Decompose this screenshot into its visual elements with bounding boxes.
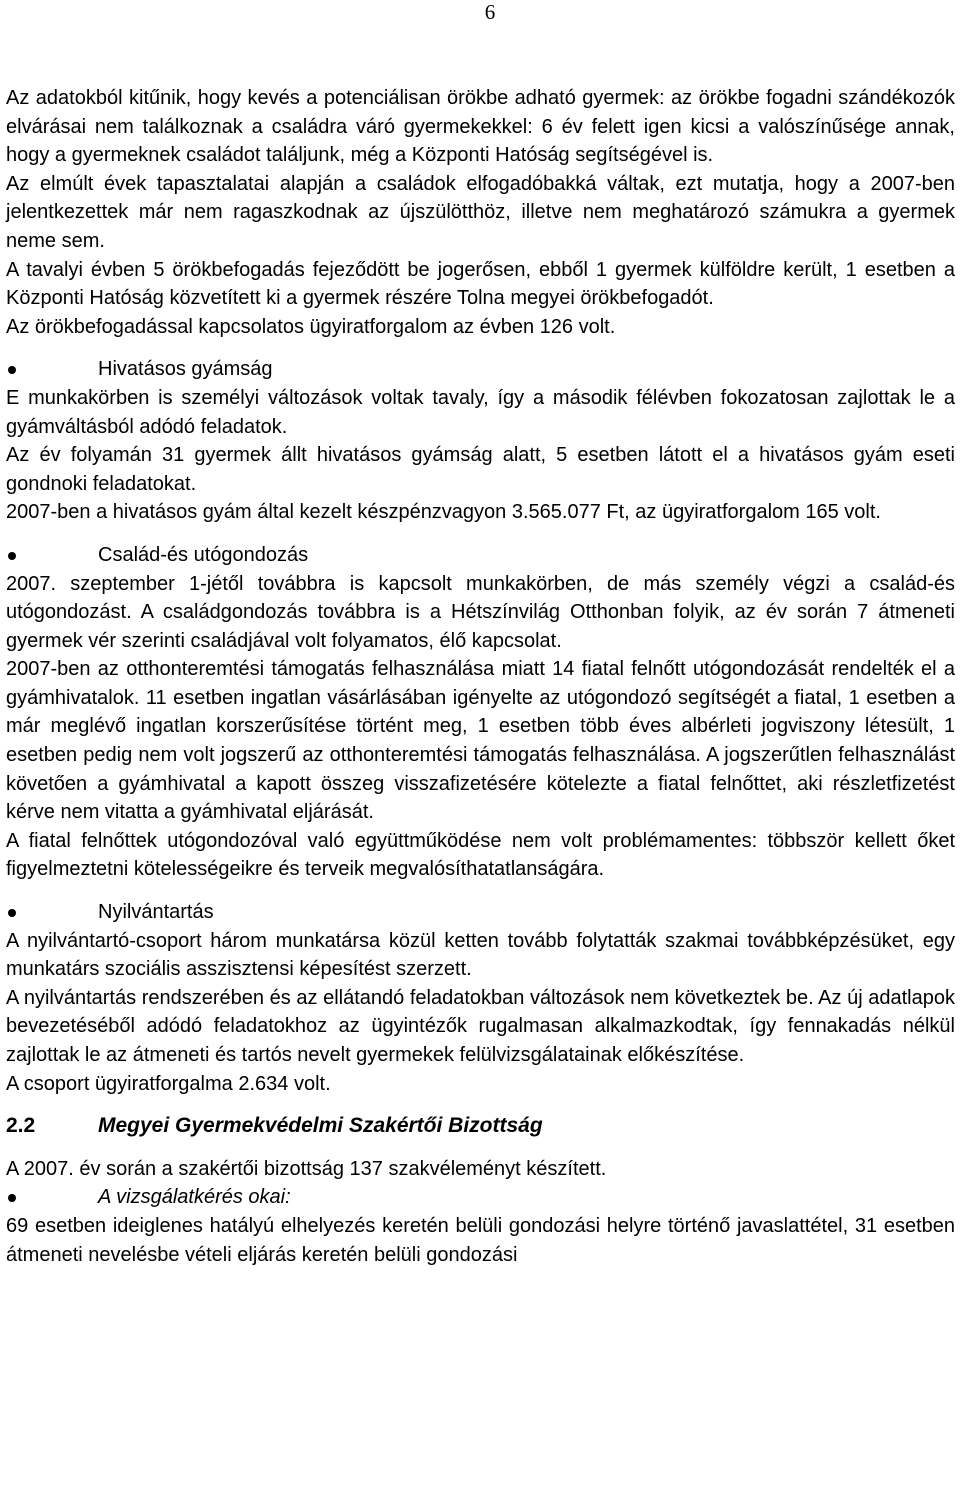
section-title: Nyilvántartás [98, 901, 214, 924]
chapter-heading [6, 1112, 955, 1141]
paragraph: A 2007. év során a szakértői bizottság 137 szakvéleményt készített. [6, 1157, 607, 1180]
paragraph: Az elmúlt évek tapasztalatai alapján a családok elfogadóbakká váltak, ezt mutatja, hogy a 2007-ben jelentkezettek már nem ragaszkodnak az újszülötthöz, illetve nem meghatározó számukra a gyermek neme sem. [6, 172, 955, 252]
section-heading-nyilvantartas [6, 898, 955, 927]
sub-bullet-text: A vizsgálatkérés okai: [98, 1186, 291, 1209]
bullet-icon [8, 552, 16, 560]
paragraph: A tavalyi évben 5 örökbefogadás fejeződött be jogerősen, ebből 1 gyermek külföldre került, 1 esetben a Központi Hatóság közvetített ki a gyermek részére Tolna megyei örökbefogadót. [6, 258, 955, 310]
paragraph: A nyilvántartó-csoport három munkatársa közül ketten tovább folytatták szakmai továbbképzésüket, egy munkatárs szociális asszisztensi képesítést szerzett. [6, 929, 955, 981]
document-body [6, 84, 955, 1269]
paragraph: 2007. szeptember 1-jétől továbbra is kapcsolt munkakörben, de más személy végzi a család-és utógondozást. A családgondozás továbbra is a Hétszínvilág Otthonban folyik, az év során 7 átmeneti gyermek vér szerinti családjával volt folyamatos, élő kapcsolat. [6, 572, 955, 652]
paragraph: 69 esetben ideiglenes hatályú elhelyezés keretén belüli gondozási helyre történő javaslattétel, 31 esetben átmeneti nevelésbe vételi eljárás keretén belüli gondozási [6, 1214, 955, 1266]
section-title: Hivatásos gyámság [98, 358, 273, 381]
paragraph: 2007-ben a hivatásos gyám által kezelt készpénzvagyon 3.565.077 Ft, az ügyiratforgalom 165 volt. [6, 501, 881, 524]
bullet-icon [8, 909, 16, 917]
paragraph: 2007-ben az otthonteremtési támogatás felhasználása miatt 14 fiatal felnőtt utógondozását rendelték el a gyámhivatalok. 11 esetben ingatlan vásárlásában igényelte az utógondozó segítségét a fiatal, 1 esetben a már meglévő ingatlan korszerűsítése történt meg, 1 esetben több éves albérleti jogviszony létesült, 1 esetben pedig nem volt jogszerű az otthonteremtési támogatás felhasználása. A jogszerűtlen felhasználást követően a gyámhivatal a kapott összeg visszafizetésére kötelezte a fiatal felnőttet, aki részletfizetést kérve nem vitatta a gyámhivatal eljárását. [6, 658, 955, 824]
paragraph: A nyilvántartás rendszerében és az ellátandó feladatokban változások nem következtek be. Az új adatlapok bevezetéséből adódó feladatokhoz az ügyintézők rugalmasan alkalmazkodtak, így fennakadás nélkül zajlottak le az átmeneti és tartós nevelt gyermekek felülvizsgálatainak előkészítése. [6, 986, 955, 1066]
paragraph: E munkakörben is személyi változások voltak tavaly, így a második félévben fokozatosan zajlottak le a gyámváltásból adódó feladatok. [6, 386, 955, 438]
section-heading-csalad-es-utogondozas [6, 541, 955, 570]
sub-bullet [6, 1183, 955, 1212]
bullet-icon [8, 1194, 16, 1202]
page-number: 6 [484, 0, 496, 24]
chapter-number: 2.2 [6, 1114, 36, 1138]
paragraph: Az év folyamán 31 gyermek állt hivatásos gyámság alatt, 5 esetben látott el a hivatásos gyám eseti gondnoki feladatokat. [6, 444, 955, 495]
section-title: Család-és utógondozás [98, 543, 309, 566]
paragraph: A fiatal felnőttek utógondozóval való együttműködése nem volt problémamentes: többször kellett őket figyelmeztetni kötelességeikre és terveik megvalósíthatatlanságára. [6, 829, 955, 881]
chapter-title: Megyei Gyermekvédelmi Szakértői Bizottság [98, 1114, 543, 1138]
section-heading-hivatasos-gyamsag [6, 355, 955, 384]
paragraph: A csoport ügyiratforgalma 2.634 volt. [6, 1072, 331, 1095]
paragraph: Az örökbefogadással kapcsolatos ügyiratforgalom az évben 126 volt. [6, 315, 616, 338]
paragraph: Az adatokból kitűnik, hogy kevés a potenciálisan örökbe adható gyermek: az örökbe fogadni szándékozók elvárásai nem találkoznak a családra váró gyermekekkel: 6 év felett igen kicsi a valószínűsége annak, hogy a gyermeknek családot találjunk, még a Központi Hatóság segítségével is. [6, 87, 955, 167]
bullet-icon [8, 366, 16, 374]
